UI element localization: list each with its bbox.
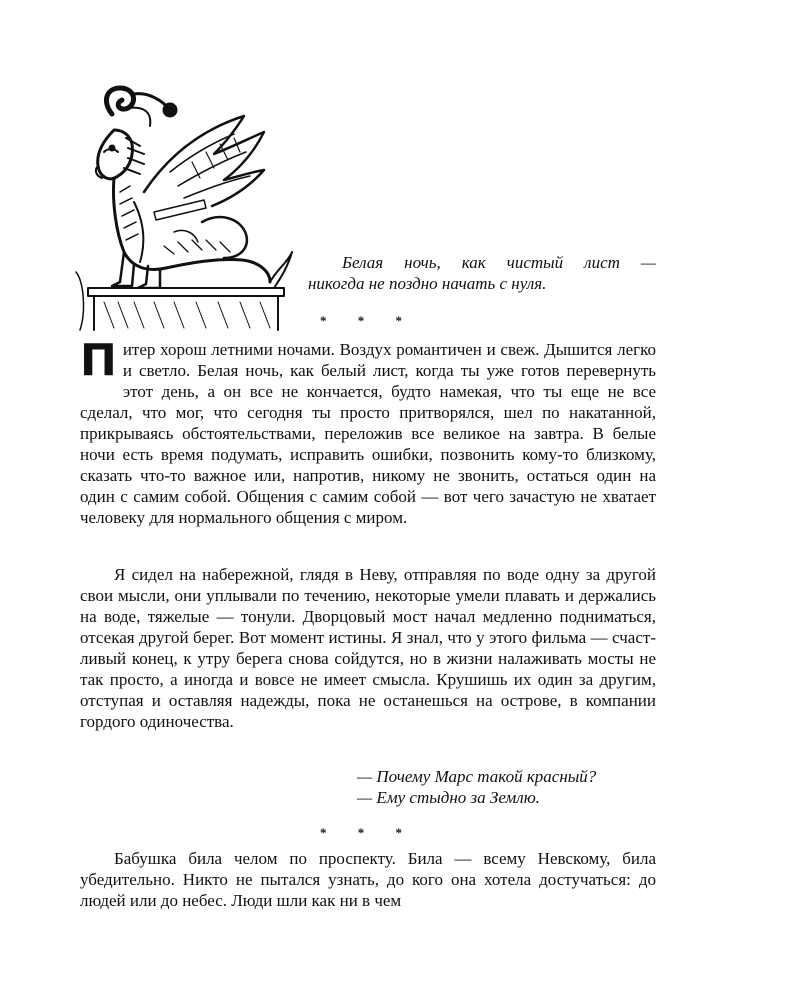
section-separator: * * * <box>320 313 416 328</box>
dialog-line-1: — Почему Марс такой красный? <box>357 767 597 786</box>
dialog-line-2: — Ему стыдно за Землю. <box>357 788 540 807</box>
section-1 <box>80 335 656 528</box>
epigraph-line-2: никогда не поздно начать с нуля. <box>308 274 547 293</box>
paragraph-1 <box>80 335 656 528</box>
paragraph-2: Я сидел на набережной, глядя в Неву, отправляя по воде одну за другой свои мысли, они уплывали по течению, некоторые умели плавать и держались на воде, тяжелые — тонули. Дворцовый мост начал медленно подниматься, отсекая другой берег. Вот момент истины. Я знал, что у этого фильма — счастливый конец, к утру берега снова сойдутся, но в жизни налаживать мосты не так просто, а иногда и вовсе не имеет смысла. Крушишь их один за другим, отступая и оставляя надежды, пока не останешься на острове, в компании гордого одиночества. <box>80 565 656 731</box>
epigraph <box>308 252 656 294</box>
paragraph-3: Бабушка била челом по проспекту. Била — всему Невскому, била убедительно. Никто не пытался узнать, до кого она хотела достучаться: до людей или до небес. Люди шли как ни в чем <box>80 849 656 910</box>
epigraph-line-1: Белая ночь, как чистый лист — <box>342 253 656 272</box>
section-1-continued <box>80 564 656 732</box>
section-2 <box>80 848 656 911</box>
section-separator-2: * * * <box>320 825 416 840</box>
winged-griffin-icon <box>74 82 299 332</box>
dialog <box>357 766 657 808</box>
paragraph-1-text: итер хорош летними ночами. Воздух романтичен и свеж. Дышится легко и светло. Белая ночь, как белый лист, когда ты уже готов перевернуть этот день, а он все не кончается, будто намекая, что ты еще не все сделал, что мог, что сегодня ты просто притворялся, шел по накатанной, прикрываясь обстоятельствами, переложив все великое на завтра. В белые ночи есть время подумать, исправить ошибки, позвонить кому-то близкому, сказать что-то важное или, напротив, никому не звонить, остаться один на один с самим собой. Общения с самим собой — вот чего зачастую не хватает человеку для нормального общения с миром. <box>80 340 656 527</box>
drop-cap: П <box>80 335 117 386</box>
